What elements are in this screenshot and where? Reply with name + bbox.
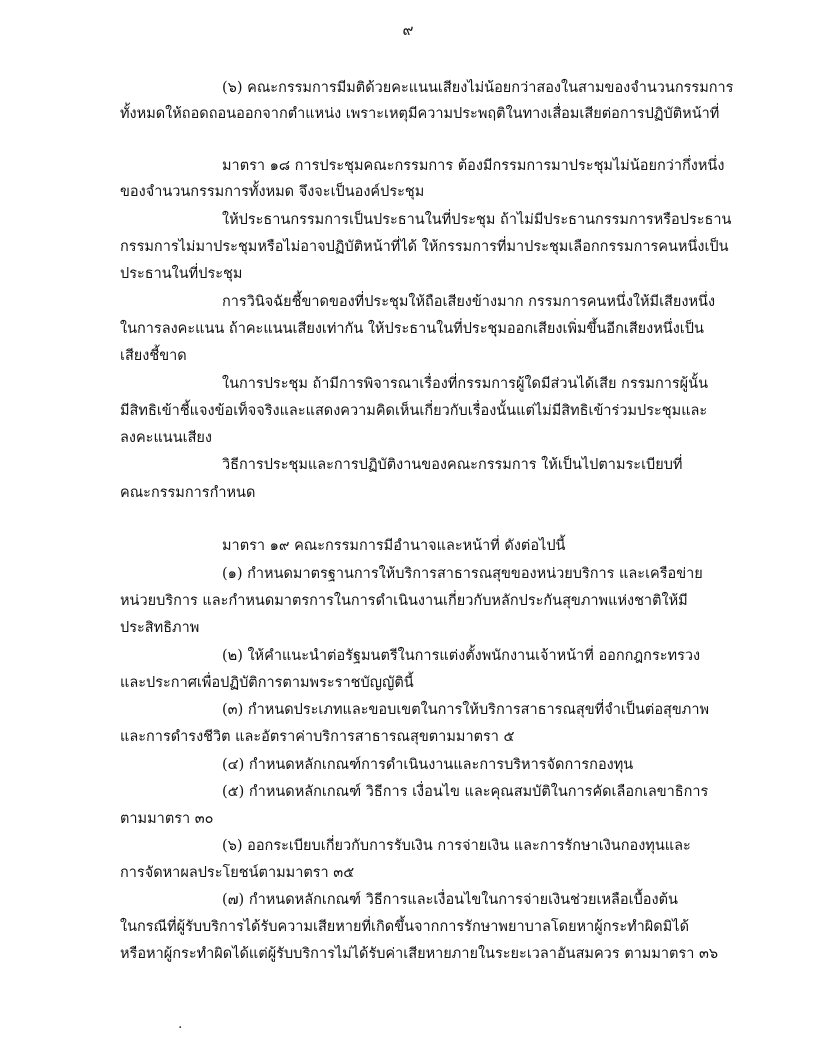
text-line: ทั้งหมดให้ถอดถอนออกจากตำแหน่ง เพราะเหตุมีความประพฤติในทางเสื่อมเสียต่อการปฏิบัติหน้าที่ [120, 106, 720, 122]
text-line: ของจำนวนกรรมการทั้งหมด จึงจะเป็นองค์ประชุม [120, 184, 425, 200]
text-line: ให้ประธานกรรมการเป็นประธานในที่ประชุม ถ้าไม่มีประธานกรรมการหรือประธาน [222, 212, 732, 228]
text-line: (๖) ออกระเบียบเกี่ยวกับการรับเงิน การจ่ายเงิน และการรักษาเงินกองทุนและ [222, 838, 691, 854]
text-line: มาตรา ๑๙ คณะกรรมการมีอำนาจและหน้าที่ ดังต่อไปนี้ [222, 538, 566, 554]
scan-artifact: · [178, 1020, 183, 1036]
text-line: คณะกรรมการกำหนด [120, 485, 256, 501]
text-line: การจัดหาผลประโยชน์ตามมาตรา ๓๕ [120, 865, 355, 881]
text-line: ในกรณีที่ผู้รับบริการได้รับความเสียหายที่เกิดขึ้นจากการรักษาพยาบาลโดยหาผู้กระทำผิดมิได้ [120, 919, 689, 935]
text-line: (๑) กำหนดมาตรฐานการให้บริการสาธารณสุขของหน่วยบริการ และเครือข่าย [222, 566, 703, 582]
text-line: ลงคะแนนเสียง [120, 430, 213, 446]
text-line: (๓) กำหนดประเภทและขอบเขตในการให้บริการสาธารณสุขที่จำเป็นต่อสุขภาพ [222, 702, 710, 718]
text-line: มีสิทธิเข้าชี้แจงข้อเท็จจริงและแสดงความคิดเห็นเกี่ยวกับเรื่องนั้นแต่ไม่มีสิทธิเข้าร่วมประชุมและ [120, 403, 708, 419]
text-line: และการดำรงชีวิต และอัตราค่าบริการสาธารณสุขตามมาตรา ๕ [120, 729, 515, 745]
text-line: ประธานในที่ประชุม [120, 266, 243, 282]
text-line: หรือหาผู้กระทำผิดได้แต่ผู้รับบริการไม่ได้รับค่าเสียหายภายในระยะเวลาอันสมควร ตามมาตรา ๓๖ [120, 946, 719, 962]
text-line: (๖) คณะกรรมการมีมติด้วยคะแนนเสียงไม่น้อยกว่าสองในสามของจำนวนกรรมการ [222, 80, 734, 96]
text-line: ประสิทธิภาพ [120, 620, 200, 636]
text-line: (๗) กำหนดหลักเกณฑ์ วิธีการและเงื่อนไขในการจ่ายเงินช่วยเหลือเบื้องต้น [222, 892, 678, 908]
text-line: การวินิจฉัยชี้ขาดของที่ประชุมให้ถือเสียงข้างมาก กรรมการคนหนึ่งให้มีเสียงหนึ่ง [222, 294, 716, 310]
text-line: มาตรา ๑๘ การประชุมคณะกรรมการ ต้องมีกรรมการมาประชุมไม่น้อยกว่ากึ่งหนึ่ง [222, 158, 725, 174]
text-line: กรรมการไม่มาประชุมหรือไม่อาจปฏิบัติหน้าที่ได้ ให้กรรมการที่มาประชุมเลือกกรรมการคนหนึ่งเป็น [120, 239, 729, 255]
text-line: วิธีการประชุมและการปฏิบัติงานของคณะกรรมการ ให้เป็นไปตามระเบียบที่ [222, 457, 683, 473]
text-line: ในการลงคะแนน ถ้าคะแนนเสียงเท่ากัน ให้ประธานในที่ประชุมออกเสียงเพิ่มขึ้นอีกเสียงหนึ่งเป็น [120, 321, 704, 337]
text-line: และประกาศเพื่อปฏิบัติการตามพระราชบัญญัตินี้ [120, 675, 414, 691]
text-line: หน่วยบริการ และกำหนดมาตรการในการดำเนินงานเกี่ยวกับหลักประกันสุขภาพแห่งชาติให้มี [120, 593, 688, 609]
text-line: ตามมาตรา ๓๐ [120, 811, 214, 827]
text-line: (๕) กำหนดหลักเกณฑ์ วิธีการ เงื่อนไข และคุณสมบัติในการคัดเลือกเลขาธิการ [222, 784, 709, 800]
page-number: ๙ [402, 21, 414, 39]
text-line: ในการประชุม ถ้ามีการพิจารณาเรื่องที่กรรมการผู้ใดมีส่วนได้เสีย กรรมการผู้นั้น [222, 376, 708, 392]
text-line: เสียงชี้ขาด [120, 348, 187, 364]
text-line: (๒) ให้คำแนะนำต่อรัฐมนตรีในการแต่งตั้งพนักงานเจ้าหน้าที่ ออกกฎกระทรวง [222, 648, 701, 664]
text-line: (๔) กำหนดหลักเกณฑ์การดำเนินงานและการบริหารจัดการกองทุน [222, 757, 634, 773]
